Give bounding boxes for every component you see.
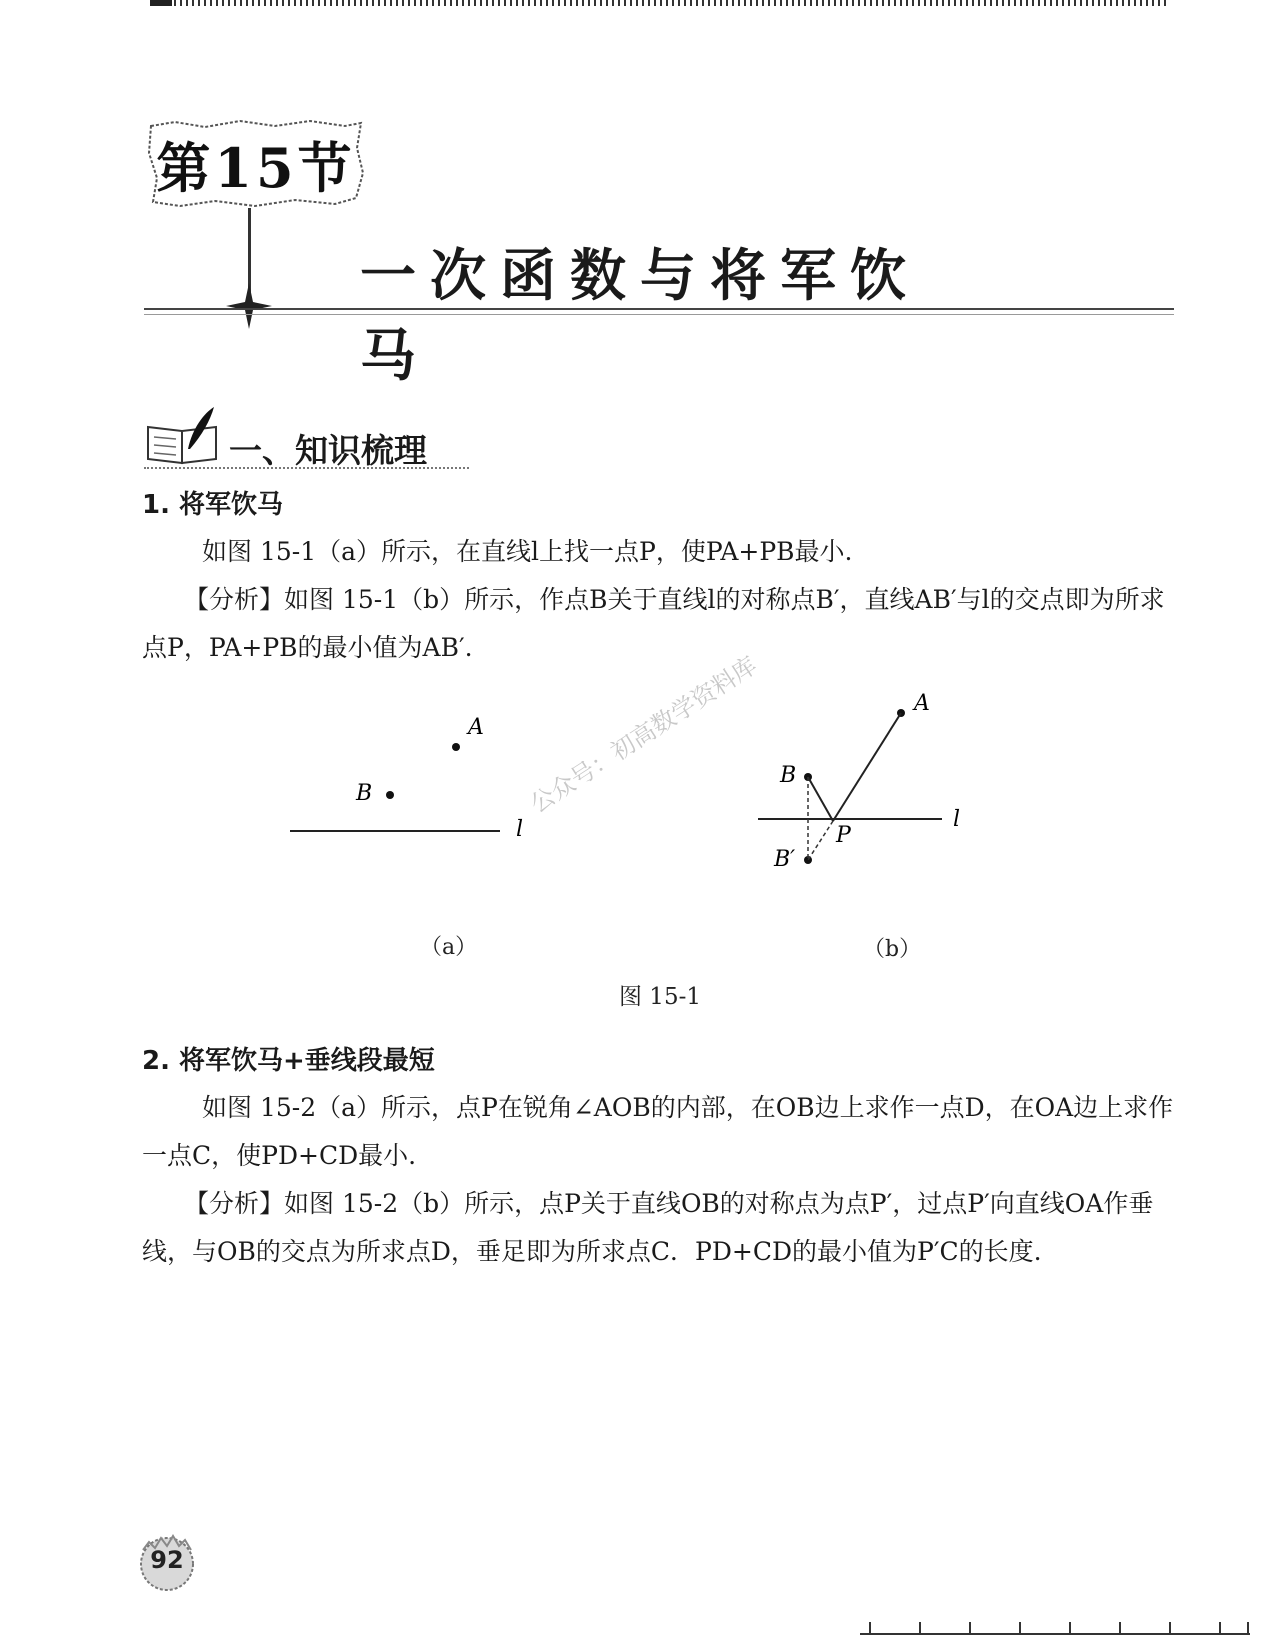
book-quill-icon [144, 405, 222, 465]
knowledge-heading [144, 405, 469, 470]
segment-BP [808, 777, 833, 821]
segment-AP [833, 713, 901, 821]
label-l-b: l [953, 807, 961, 832]
label-B-a: B [356, 781, 373, 806]
label-Bp-b: B′ [774, 847, 796, 872]
label-A-a: A [468, 715, 484, 740]
bottom-tick-rule [860, 1620, 1250, 1636]
figure-15-1 [280, 691, 1060, 960]
item2-analysis: 【分析】如图 15-2（b）所示，点P关于直线OB的对称点为点P′，过点P′向直线OA作垂线，与OB的交点为所求点D，垂足即为所求点C．PD+CD的最小值为P′C的长度. [142, 1189, 1154, 1266]
item1-analysis: 【分析】如图 15-1（b）所示，作点B关于直线l的对称点B′，直线AB′与l的交点即为所求点P，PA+PB的最小值为AB′. [142, 585, 1165, 662]
label-B-b: B [780, 763, 797, 788]
section-badge [145, 118, 367, 210]
label-P-b: P [836, 823, 851, 848]
label-l-a: l [516, 817, 524, 842]
item2-title: 2. 将军饮马+垂线段最短 [142, 1046, 435, 1076]
figure-sublabel-a: （a） [420, 935, 478, 960]
figure-caption: 图 15-1 [619, 984, 701, 1010]
page-number-badge [135, 1530, 199, 1594]
page-number: 92 [150, 1546, 184, 1574]
top-corner-mark [150, 0, 172, 6]
item1-title: 1. 将军饮马 [142, 490, 284, 520]
label-A-b: A [914, 691, 930, 716]
figure-sublabel-b: （b） [863, 937, 922, 962]
chapter-title: 一次函数与将军饮马 [360, 244, 920, 389]
section-label: 第15节 [156, 136, 356, 200]
heading-dotted-underline [144, 467, 469, 469]
star-ornament-icon [226, 283, 272, 329]
item2-problem: 如图 15-2（a）所示，点P在锐角∠AOB的内部，在OB边上求作一点D，在OA边上求作一点C，使PD+CD最小. [142, 1093, 1174, 1170]
item1-problem: 如图 15-1（a）所示，在直线l上找一点P，使PA+PB最小. [202, 537, 853, 566]
watermark: 公众号：初高数学资料库 [525, 651, 762, 819]
point-B-a [386, 791, 394, 799]
knowledge-heading-text: 一、知识梳理 [229, 431, 427, 470]
segment-PBp-dashed [808, 821, 833, 860]
top-dotted-rule [150, 0, 1170, 6]
point-A-a [452, 743, 460, 751]
